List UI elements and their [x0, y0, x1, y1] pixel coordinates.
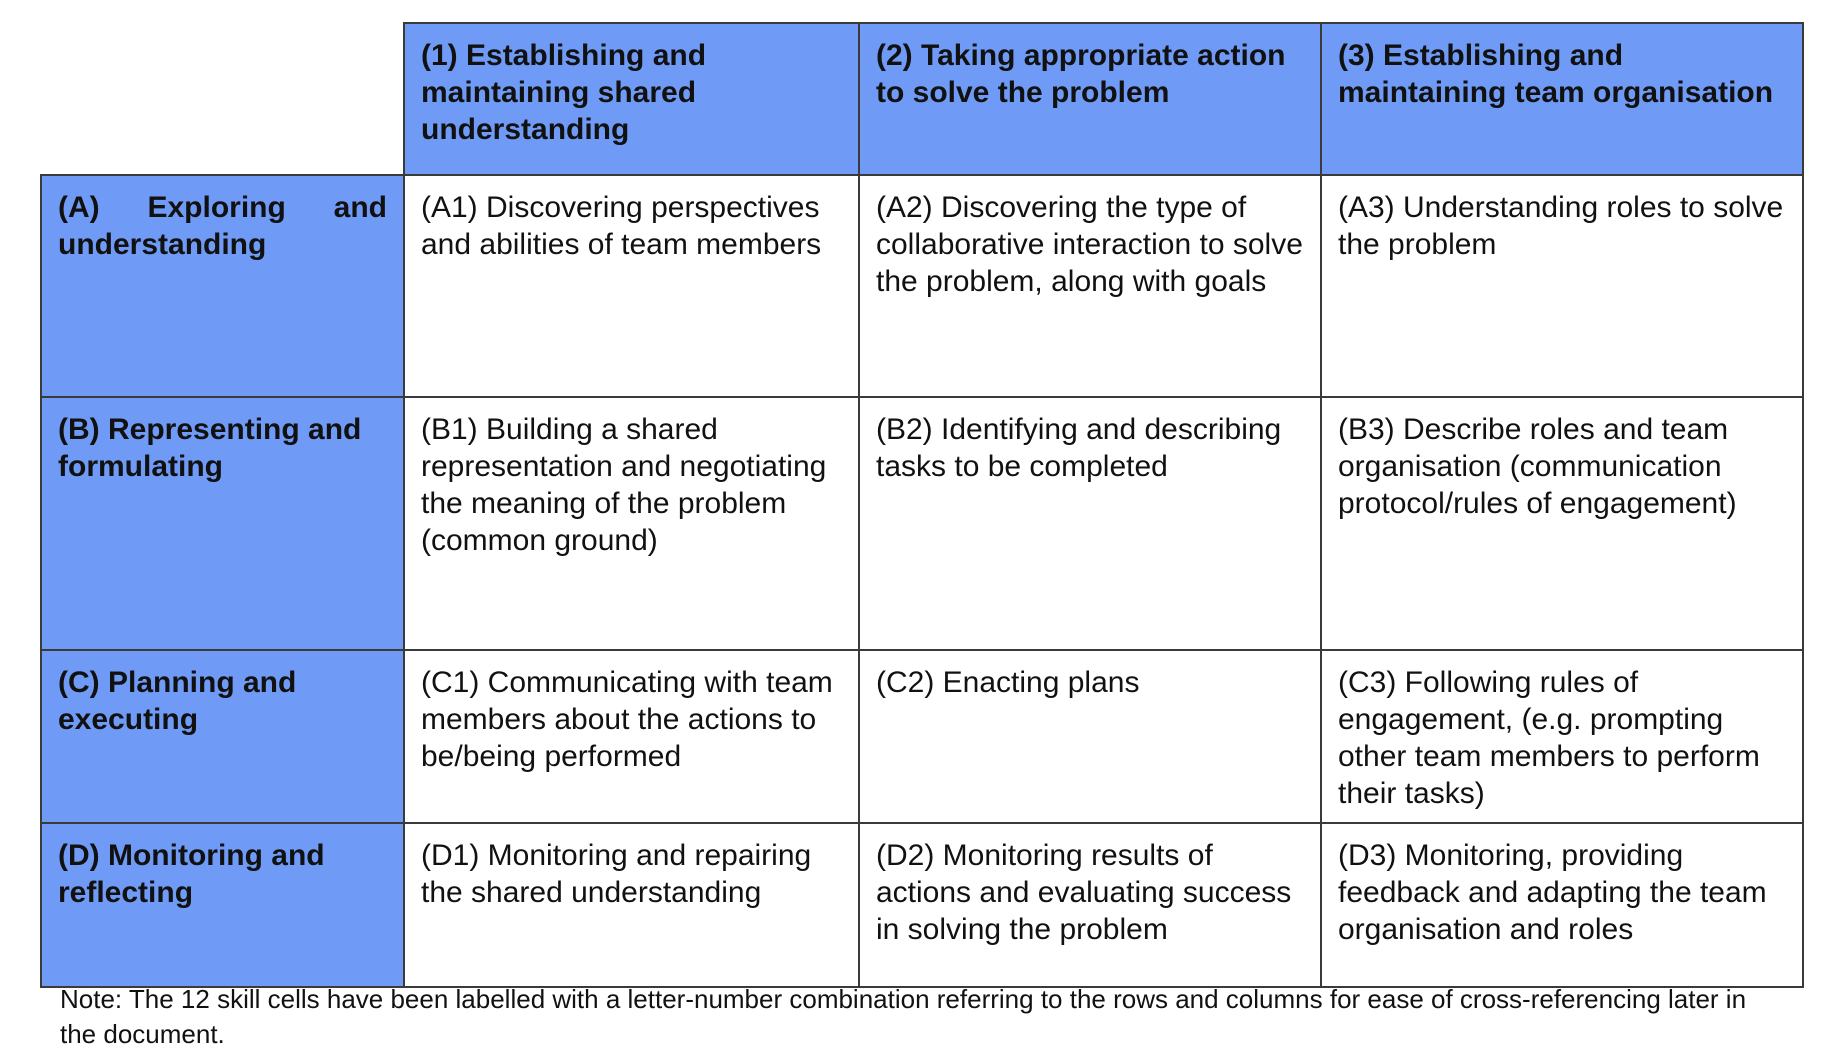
skill-cell-a2: (A2) Discovering the type of collaborative interaction to solve the problem, along with goals: [859, 175, 1321, 397]
table-footnote: Note: The 12 skill cells have been labelled with a letter-number combination referring to the rows and columns for ease of cross-referencing later in the document.: [60, 984, 1747, 1049]
table-row-b: [41, 397, 1803, 650]
empty-corner-cell: [41, 23, 404, 175]
skill-cell-d1: (D1) Monitoring and repairing the shared understanding: [404, 823, 859, 987]
column-header-2: (2) Taking appropriate action to solve the problem: [859, 23, 1321, 175]
skill-cell-a1: (A1) Discovering perspectives and abilities of team members: [404, 175, 859, 397]
row-header-a: (A) Exploring and understanding: [41, 175, 404, 397]
row-header-d: (D) Monitoring and reflecting: [41, 823, 404, 987]
header-row: [41, 23, 1803, 175]
column-header-3: (3) Establishing and maintaining team organisation: [1321, 23, 1803, 175]
row-header-b: (B) Representing and formulating: [41, 397, 404, 650]
table-row-c: [41, 650, 1803, 823]
table-row-a: [41, 175, 1803, 397]
skill-cell-b1: (B1) Building a shared representation and negotiating the meaning of the problem (common ground): [404, 397, 859, 650]
table-row-d: [41, 823, 1803, 987]
skill-cell-c2: (C2) Enacting plans: [859, 650, 1321, 823]
skill-cell-b3: (B3) Describe roles and team organisation (communication protocol/rules of engagement): [1321, 397, 1803, 650]
skill-cell-d3: (D3) Monitoring, providing feedback and adapting the team organisation and roles: [1321, 823, 1803, 987]
skill-cell-c3: (C3) Following rules of engagement, (e.g. prompting other team members to perform their tasks): [1321, 650, 1803, 823]
row-header-c: (C) Planning and executing: [41, 650, 404, 823]
skill-cell-c1: (C1) Communicating with team members about the actions to be/being performed: [404, 650, 859, 823]
column-header-1: (1) Establishing and maintaining shared understanding: [404, 23, 859, 175]
skill-cell-b2: (B2) Identifying and describing tasks to be completed: [859, 397, 1321, 650]
skills-matrix-table: [40, 22, 1804, 988]
skill-cell-a3: (A3) Understanding roles to solve the problem: [1321, 175, 1803, 397]
skill-cell-d2: (D2) Monitoring results of actions and evaluating success in solving the problem: [859, 823, 1321, 987]
